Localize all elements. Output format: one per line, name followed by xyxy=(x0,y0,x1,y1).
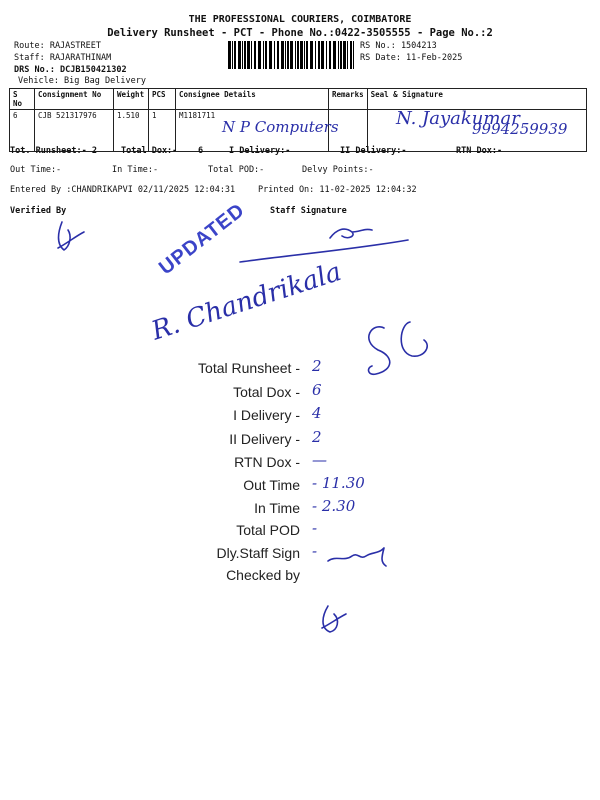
summary-value: 4 xyxy=(312,404,322,422)
in-time-label: In Time:- xyxy=(112,165,159,175)
entered-by: Entered By :CHANDRIKAPVI 02/11/2025 12:04:31 xyxy=(10,185,236,195)
cell-sno: 6 xyxy=(10,110,35,152)
rtn-dox-label: RTN Dox:- xyxy=(456,146,503,156)
summary-value: 2 xyxy=(312,357,322,375)
col-remarks: Remarks xyxy=(329,89,368,110)
summary-label: In Time xyxy=(254,500,300,516)
updated-stamp: UPDATED xyxy=(155,199,250,280)
staff-signature-mark xyxy=(240,229,408,262)
handwritten-receiver: N. Jayakumar xyxy=(396,108,520,129)
summary-value: - xyxy=(312,519,318,537)
handwritten-stamp-name: R. Chandrikala xyxy=(148,256,346,347)
summary-label: Dly.Staff Sign xyxy=(216,545,300,561)
barcode-image xyxy=(228,41,354,69)
summary-value: - xyxy=(312,542,318,560)
staff-label: Staff: RAJARATHINAM xyxy=(14,53,112,63)
summary-label: Total Runsheet - xyxy=(198,360,300,376)
ii-delivery-label: II Delivery:- xyxy=(340,146,407,156)
checked-by-signature xyxy=(322,606,346,632)
summary-label: I Delivery - xyxy=(233,407,300,423)
vehicle-label: Vehicle: Big Bag Delivery xyxy=(18,76,146,86)
cell-weight: 1.510 xyxy=(114,110,149,152)
verified-by-signature xyxy=(58,222,84,250)
staff-sign-scribble xyxy=(328,548,386,566)
total-dox-label: Total Dox:- xyxy=(121,146,178,156)
col-pcs: PCS xyxy=(149,89,176,110)
handwritten-consignee: N P Computers xyxy=(222,118,339,136)
summary-value: 6 xyxy=(312,381,322,399)
handwritten-phone: 9994259939 xyxy=(472,120,568,138)
runsheet-subtitle: Delivery Runsheet - PCT - Phone No.:0422-3505555 - Page No.:2 xyxy=(107,27,493,39)
i-delivery-label: I Delivery:- xyxy=(229,146,291,156)
col-consignment: Consignment No xyxy=(35,89,114,110)
rs-number: RS No.: 1504213 xyxy=(360,41,437,51)
summary-value: - 2.30 xyxy=(312,497,356,515)
table-header-row xyxy=(10,89,587,110)
big-sc-signature xyxy=(369,322,428,374)
col-consignee: Consignee Details xyxy=(176,89,329,110)
verified-by-label: Verified By xyxy=(10,206,67,216)
col-weight: Weight xyxy=(114,89,149,110)
summary-value: - 11.30 xyxy=(312,474,365,492)
total-pod-label: Total POD:- xyxy=(208,165,265,175)
summary-label: Checked by xyxy=(226,567,300,583)
out-time-label: Out Time:- xyxy=(10,165,62,175)
tot-runsheet: Tot. Runsheet:- 2 xyxy=(10,146,97,156)
summary-label: RTN Dox - xyxy=(234,454,300,470)
delvy-points-label: Delvy Points:- xyxy=(302,165,374,175)
staff-signature-label: Staff Signature xyxy=(270,206,347,216)
col-seal: Seal & Signature xyxy=(367,89,586,110)
col-sno: S No xyxy=(10,89,35,110)
cell-consignee: M1181711 xyxy=(176,110,329,152)
summary-label: II Delivery - xyxy=(229,431,300,447)
company-title: THE PROFESSIONAL COURIERS, COIMBATORE xyxy=(188,14,412,25)
rs-date: RS Date: 11-Feb-2025 xyxy=(360,53,463,63)
summary-value: 2 xyxy=(312,428,322,446)
summary-label: Total POD xyxy=(236,522,300,538)
cell-pcs: 1 xyxy=(149,110,176,152)
summary-label: Out Time xyxy=(243,477,300,493)
route-label: Route: RAJASTREET xyxy=(14,41,101,51)
drs-number: DRS No.: DCJB150421302 xyxy=(14,65,127,75)
total-dox-value: 6 xyxy=(198,146,204,156)
summary-value: — xyxy=(312,451,327,469)
cell-consignment: CJB 521317976 xyxy=(35,110,114,152)
printed-on: Printed On: 11-02-2025 12:04:32 xyxy=(258,185,417,195)
summary-label: Total Dox - xyxy=(233,384,300,400)
